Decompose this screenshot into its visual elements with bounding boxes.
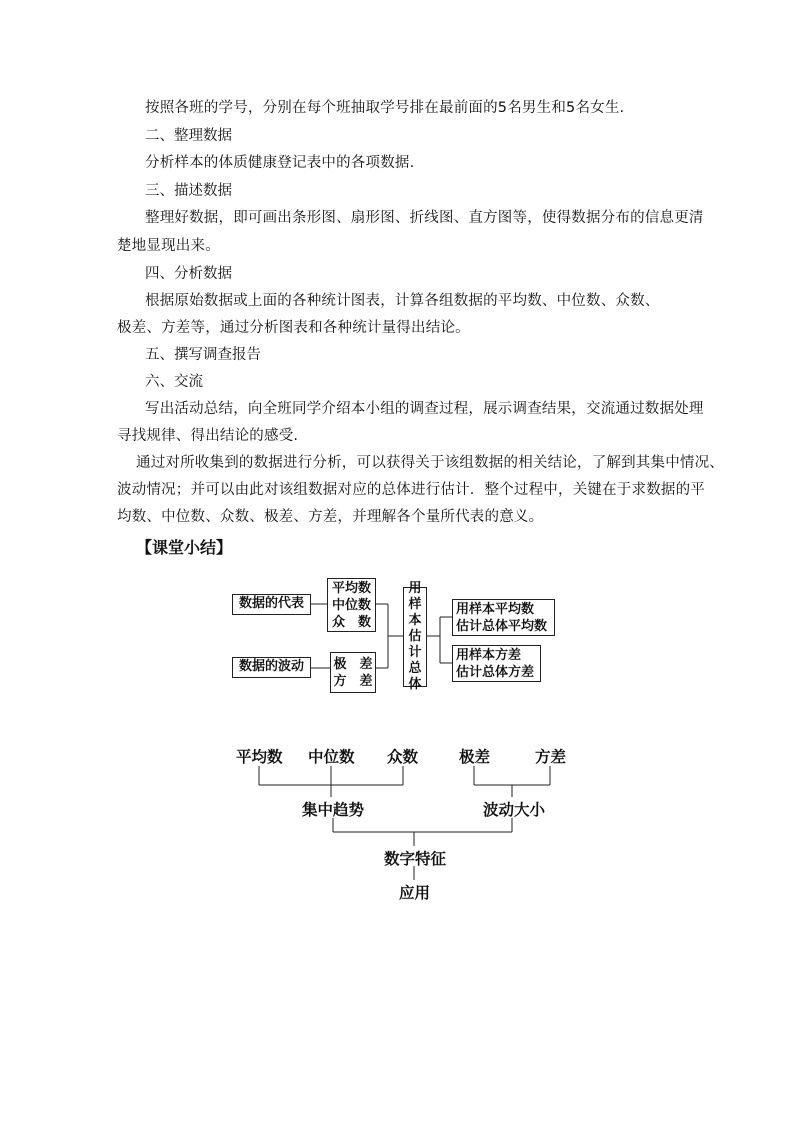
median-item: 中位数 [331,598,371,613]
paragraph-line: 分析样本的体质健康登记表中的各项数据. [145,155,415,171]
section-heading: 六、交流 [145,374,203,390]
estimate-char: 本 [408,613,422,628]
section-heading: 三、描述数据 [145,183,232,199]
estimate-char: 总 [408,661,422,676]
data-fluctuation-label: 数据的波动 [238,659,304,674]
numeric-features-node: 数字特征 [384,850,447,868]
paragraph-line: 寻找规律、得出结论的感受. [117,428,299,444]
data-fluctuation-box [232,657,311,678]
paragraph-line: 均数、中位数、众数、极差、方差，并理解各个量所代表的意义。 [117,509,544,525]
mean-item: 平均数 [331,581,371,596]
range-item: 极 差 [333,657,373,672]
variance-item: 方 差 [333,674,373,689]
mode-node: 众数 [387,748,419,766]
sample-estimation-box [403,581,427,692]
paragraph-line: 根据原始数据或上面的各种统计图表，计算各组数据的平均数、中位数、众数、 [145,293,660,309]
section-heading: 二、整理数据 [145,128,232,144]
estimate-mean-line2: 估计总体平均数 [456,619,548,634]
median-node: 中位数 [308,748,355,766]
estimate-variance-line1: 用样本方差 [456,648,522,663]
range-node: 极差 [459,748,491,766]
mean-node: 平均数 [236,748,283,766]
paragraph-line: 极差、方差等，通过分析图表和各种统计量得出结论。 [117,320,470,336]
estimate-char: 计 [408,645,422,660]
paragraph-line: 楚地显现出来。 [117,238,220,254]
estimate-variance-box [452,645,541,682]
paragraph-line: 整理好数据，即可画出条形图、扇形图、折线图、直方图等，使得数据分布的信息更清 [145,210,704,226]
estimate-variance-line2: 估计总体方差 [456,665,535,680]
section-heading: 五、撰写调查报告 [145,347,261,363]
paragraph-line: 通过对所收集到的数据进行分析，可以获得关于该组数据的相关结论，了解到其集中情况、 [136,455,724,471]
spread-measures-box [330,652,376,693]
application-node: 应用 [399,884,431,902]
central-measures-box [327,578,376,632]
data-representation-box [232,594,311,615]
paragraph-line: 波动情况；并可以由此对该组数据对应的总体进行估计．整个过程中，关键在于求数据的平 [117,482,705,498]
estimate-char: 估 [408,629,422,644]
estimate-char: 用 [408,581,422,596]
estimate-mean-box [452,599,555,636]
summary-heading: 【课堂小结】 [136,538,233,557]
estimate-mean-line1: 用样本平均数 [456,602,535,617]
mode-item: 众 数 [331,615,371,630]
dispersion-node: 波动大小 [483,801,546,819]
section-heading: 四、分析数据 [145,266,232,282]
estimate-char: 体 [408,677,422,692]
variance-node: 方差 [535,748,567,766]
estimate-char: 样 [408,597,422,612]
paragraph-line: 写出活动总结，向全班同学介绍本小组的调查过程，展示调查结果，交流通过数据处理 [145,401,704,417]
data-representation-label: 数据的代表 [238,596,304,611]
paragraph-line: 按照各班的学号，分别在每个班抽取学号排在最前面的5名男生和5名女生. [145,100,625,116]
central-tendency-node: 集中趋势 [302,801,365,819]
